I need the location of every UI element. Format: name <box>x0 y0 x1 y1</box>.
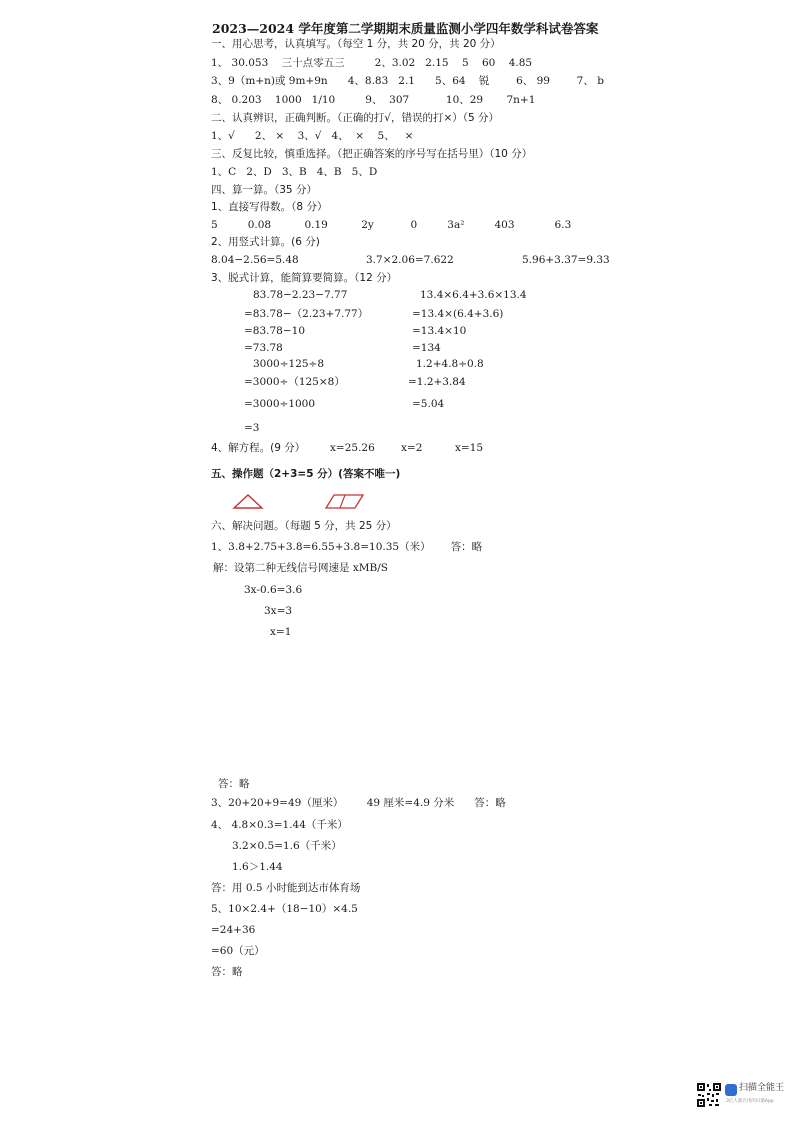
calc-left-step: =83.78−10 <box>244 325 306 337</box>
parallelogram-drawing <box>325 492 365 512</box>
problem-5-answer: 答：略 <box>211 966 243 978</box>
equation-answer-1: x=25.26 <box>330 442 375 454</box>
calc-left-step: =3 <box>244 422 260 434</box>
calc-left-step: 3000÷125÷8 <box>253 358 325 370</box>
problem-4-step: 3.2×0.5=1.6（千米） <box>232 840 342 852</box>
calc-right-step: 1.2+4.8÷0.8 <box>416 358 484 370</box>
section-6-heading: 六、解决问题。（每题 5 分，共 25 分） <box>211 520 397 532</box>
calc-right-step: =5.04 <box>412 398 445 410</box>
problem-2-step: x=1 <box>270 626 292 638</box>
equation-answer-2: x=2 <box>401 442 423 454</box>
problem-4-answer: 答：用 0.5 小时能到达市体育场 <box>211 882 361 894</box>
problem-1-solution: 1、3.8+2.75+3.8=6.55+3.8=10.35（米） 答：略 <box>211 541 483 553</box>
calc-left-step: =3000÷1000 <box>244 398 316 410</box>
qr-code-icon <box>696 1082 722 1108</box>
subsection-direct-answers: 1、直接写得数。（8 分） <box>211 201 328 213</box>
triangle-drawing <box>232 492 264 512</box>
choice-answers: 1、C 2、D 3、B 4、B 5、D <box>211 166 378 178</box>
answer-line-3: 8、 0.203 1000 1/10 9、 307 10、29 7n+1 <box>211 94 536 106</box>
scanner-tagline: 3亿人都在用的扫描App <box>726 1099 774 1104</box>
judgement-answers: 1、√ 2、 × 3、√ 4、 × 5、 × <box>211 130 414 142</box>
problem-5-step: 5、10×2.4+（18−10）×4.5 <box>211 903 358 915</box>
calc-right-step: 13.4×6.4+3.6×13.4 <box>420 289 527 301</box>
vertical-calc-1: 8.04−2.56=5.48 <box>211 254 299 266</box>
calc-right-step: =134 <box>412 342 441 354</box>
section-3-heading: 三、反复比较，慎重选择。（把正确答案的序号写在括号里）（10 分） <box>211 148 533 160</box>
calc-left-step: 83.78−2.23−7.77 <box>253 289 348 301</box>
answer-line-1: 1、 30.053 三十点零五三 2、3.02 2.15 5 60 4.85 <box>211 57 533 69</box>
problem-5-step: =24+36 <box>211 924 256 936</box>
problem-4-step: 1.6＞1.44 <box>232 861 283 873</box>
section-1-heading: 一、用心思考，认真填写。（每空 1 分，共 20 分，共 20 分） <box>211 38 501 50</box>
problem-4-step: 4、 4.8×0.3=1.44（千米） <box>211 819 348 831</box>
problem-3-solution: 3、20+20+9=49（厘米） 49 厘米=4.9 分米 答：略 <box>211 797 506 809</box>
problem-2-answer: 答：略 <box>218 778 250 790</box>
subsection-vertical-calc: 2、用竖式计算。(6 分) <box>211 236 320 248</box>
calc-right-step: =1.2+3.84 <box>408 376 466 388</box>
section-5-heading: 五、操作题（2+3=5 分）(答案不唯一) <box>211 468 401 480</box>
vertical-calc-2: 3.7×2.06=7.622 <box>366 254 454 266</box>
problem-2-step: 3x=3 <box>264 605 293 617</box>
problem-5-step: =60（元） <box>211 945 265 957</box>
equation-answer-3: x=15 <box>455 442 484 454</box>
page-title: 2023—2024 学年度第二学期期末质量监测小学四年数学科试卷答案 <box>212 21 599 36</box>
calc-right-step: =13.4×(6.4+3.6) <box>412 308 504 320</box>
section-2-heading: 二、认真辨识，正确判断。（正确的打√，错误的打×）（5 分） <box>211 112 500 124</box>
calc-left-step: =3000÷（125×8） <box>244 376 345 388</box>
calc-right-step: =13.4×10 <box>412 325 467 337</box>
subsection-equations: 4、解方程。(9 分） <box>211 442 306 454</box>
direct-answers: 5 0.08 0.19 2y 0 3a² 403 6.3 <box>211 219 572 231</box>
scanner-brand: 扫描全能王 <box>739 1083 785 1093</box>
calc-left-step: =83.78−（2.23+7.77） <box>244 308 369 320</box>
problem-2-intro: 解：设第二种无线信号网速是 xMB/S <box>213 562 388 574</box>
answer-line-2: 3、9（m+n)或 9m+9n 4、8.83 2.1 5、64 锐 6、 99 7、 b <box>211 75 604 87</box>
calc-left-step: =73.78 <box>244 342 283 354</box>
scanner-logo-icon <box>725 1084 737 1096</box>
section-4-heading: 四、算一算。（35 分） <box>211 184 317 196</box>
subsection-stepwise-calc: 3、脱式计算，能简算要简算。（12 分） <box>211 272 398 284</box>
problem-2-step: 3x-0.6=3.6 <box>244 584 303 596</box>
vertical-calc-3: 5.96+3.37=9.33 <box>522 254 610 266</box>
